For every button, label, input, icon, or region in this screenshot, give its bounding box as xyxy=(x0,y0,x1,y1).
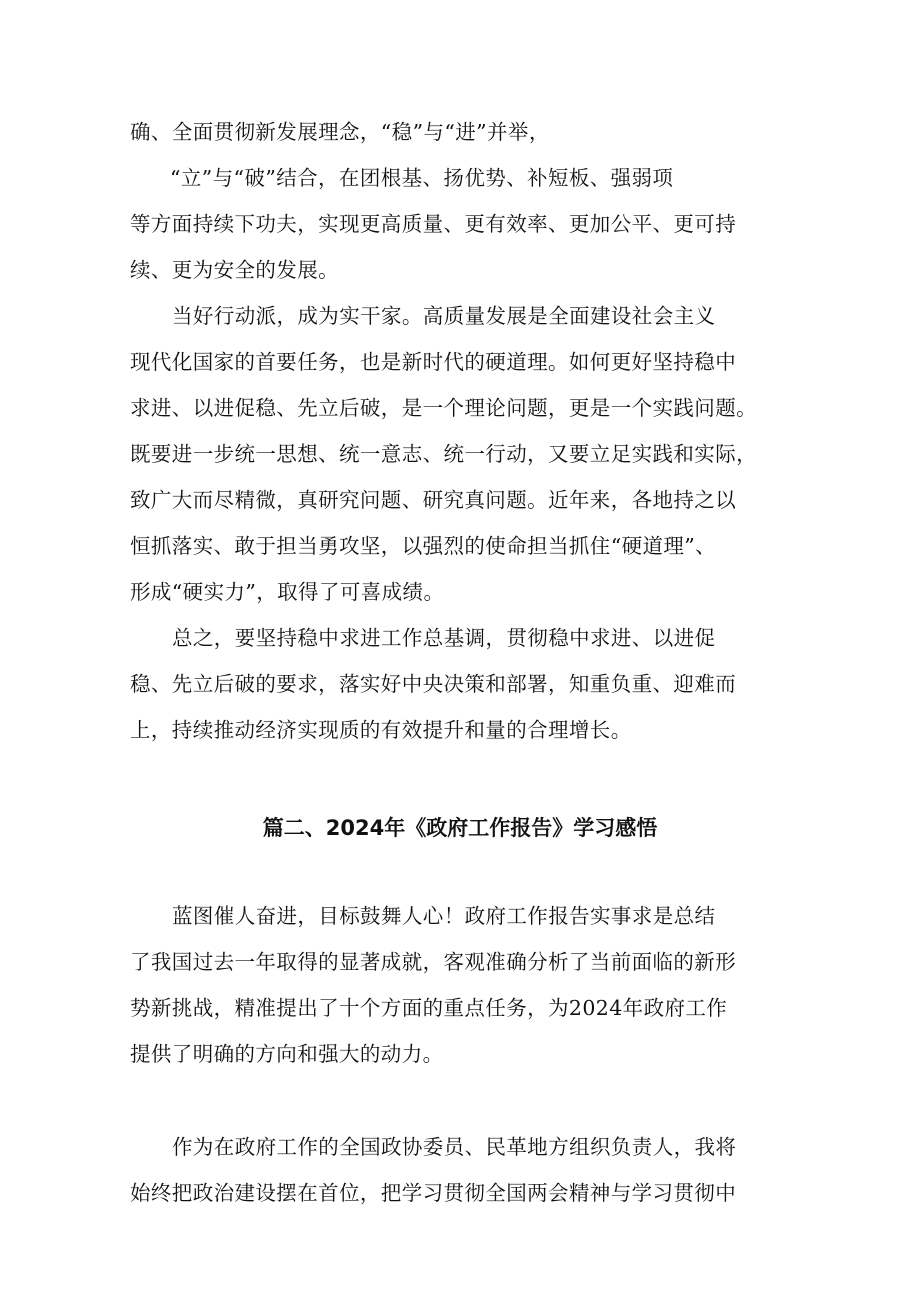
paragraph-1-line-3: 等方面持续下功夫，实现更高质量、更有效率、更加公平、更可持 xyxy=(130,212,737,236)
paragraph-4-line-3: 势新挑战，精准提出了十个方面的重点任务，为2024年政府工作 xyxy=(130,996,728,1020)
paragraph-2-line-6: 恒抓落实、敢于担当勇攻坚，以强烈的使命担当抓住“硬道理”、 xyxy=(130,534,717,558)
paragraph-2-line-3: 求进、以进促稳、先立后破，是一个理论问题，更是一个实践问题。 xyxy=(130,396,757,420)
paragraph-1-line-4: 续、更为安全的发展。 xyxy=(130,258,339,282)
paragraph-4-line-1: 蓝图催人奋进，目标鼓舞人心！政府工作报告实事求是总结 xyxy=(172,904,716,928)
section-heading: 篇二、2024年《政府工作报告》学习感悟 xyxy=(262,816,658,840)
paragraph-5-line-2: 始终把政治建设摆在首位，把学习贯彻全国两会精神与学习贯彻中 xyxy=(130,1181,737,1205)
paragraph-5-line-1: 作为在政府工作的全国政协委员、民革地方组织负责人，我将 xyxy=(172,1135,737,1159)
paragraph-4-line-2: 了我国过去一年取得的显著成就，客观准确分析了当前面临的新形 xyxy=(130,950,737,974)
paragraph-4-line-4: 提供了明确的方向和强大的动力。 xyxy=(130,1042,444,1066)
paragraph-2-line-7: 形成“硬实力”，取得了可喜成绩。 xyxy=(130,580,445,604)
paragraph-2-line-1: 当好行动派，成为实干家。高质量发展是全面建设社会主义 xyxy=(172,304,716,328)
paragraph-2-line-4: 既要进一步统一思想、统一意志、统一行动，又要立足实践和实际， xyxy=(130,442,757,466)
paragraph-2-line-2: 现代化国家的首要任务，也是新时代的硬道理。如何更好坚持稳中 xyxy=(130,350,737,374)
paragraph-1-line-1: 确、全面贯彻新发展理念，“稳”与“进”并举， xyxy=(130,120,550,144)
paragraph-3-line-1: 总之，要坚持稳中求进工作总基调，贯彻稳中求进、以进促 xyxy=(172,626,716,650)
paragraph-2-line-5: 致广大而尽精微，真研究问题、研究真问题。近年来，各地持之以 xyxy=(130,488,737,512)
paragraph-3-line-3: 上，持续推动经济实现质的有效提升和量的合理增长。 xyxy=(130,718,632,742)
paragraph-3-line-2: 稳、先立后破的要求，落实好中央决策和部署，知重负重、迎难而 xyxy=(130,672,737,696)
paragraph-1-line-2: “立”与“破”结合，在团根基、扬优势、补短板、强弱项 xyxy=(170,166,674,190)
